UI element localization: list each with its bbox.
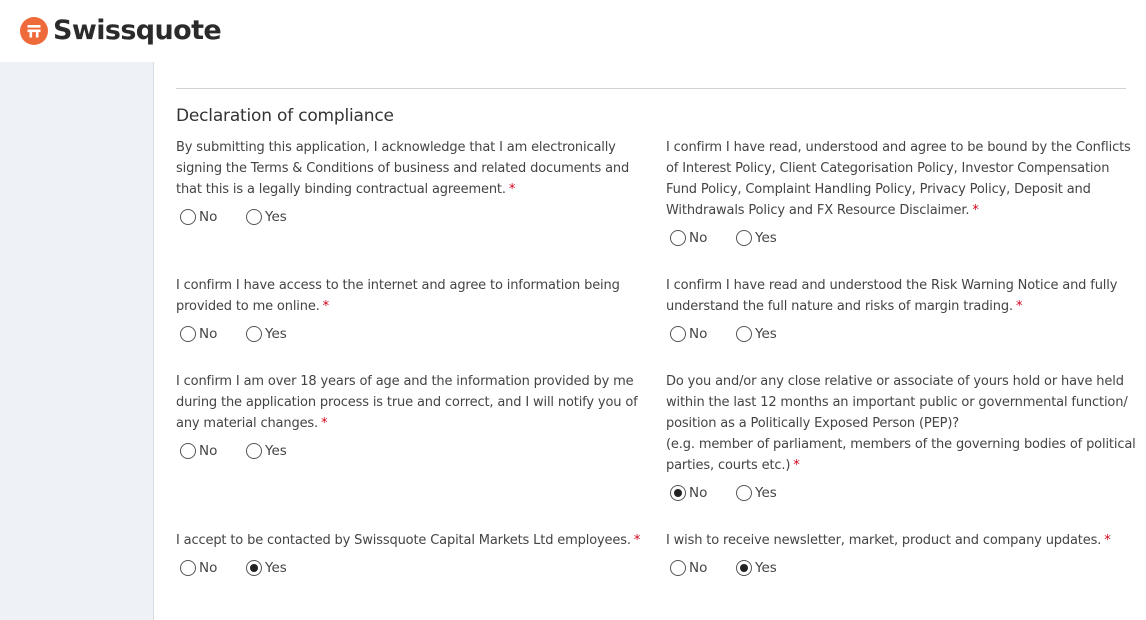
question-text: I confirm I have read and understood the Risk Warning Notice and fully understand the full nature and risks of margin trading. *	[666, 278, 1118, 314]
brand-name: Swissquote	[53, 15, 222, 46]
question-text: By submitting this application, I acknowledge that I am electronically signing the Terms & Conditions of business and related documents and that this is a legally binding contractual agreement. *	[176, 140, 630, 197]
radio-risk-yes[interactable]: Yes	[736, 326, 777, 342]
radio-circle[interactable]	[736, 230, 752, 246]
question-contact-consent	[176, 530, 646, 551]
section-title: Declaration of compliance	[176, 106, 394, 126]
radio-circle[interactable]	[670, 230, 686, 246]
question-pep-status	[666, 371, 1141, 476]
radio-group-contact-consent	[180, 560, 287, 576]
radio-circle[interactable]	[180, 560, 196, 576]
required-marker: *	[322, 299, 330, 314]
radio-circle[interactable]	[670, 326, 686, 342]
required-marker: *	[1104, 533, 1111, 548]
question-text: I confirm I have access to the internet and agree to information being provided to me online. *	[176, 278, 620, 314]
radio-circle[interactable]	[246, 443, 262, 459]
question-newsletter	[666, 530, 1136, 551]
required-marker: *	[321, 416, 328, 431]
question-policies	[666, 137, 1136, 221]
radio-newsletter-no[interactable]: No	[670, 560, 707, 576]
sidebar	[0, 62, 154, 620]
radio-group-terms-conditions	[180, 209, 287, 225]
radio-newsletter-yes[interactable]: Yes	[736, 560, 777, 576]
radio-internet-yes[interactable]: Yes	[246, 326, 287, 342]
radio-circle[interactable]	[180, 443, 196, 459]
radio-contact-no[interactable]: No	[180, 560, 217, 576]
question-text: Do you and/or any close relative or associate of yours hold or have held within the last 12 months an important public or governmental function/ position as a Politically Exposed Person (PEP)? (e.g. member of parliament, members of the governing bodies of political parties, courts etc.) *	[666, 374, 1136, 473]
radio-circle[interactable]	[736, 326, 752, 342]
question-internet-access	[176, 275, 636, 317]
main-content	[154, 62, 1146, 620]
header	[0, 0, 1146, 62]
radio-policies-no[interactable]: No	[670, 230, 707, 246]
radio-age-no[interactable]: No	[180, 443, 217, 459]
radio-group-age-confirmation	[180, 443, 287, 459]
swissquote-logo-icon	[20, 17, 48, 45]
radio-circle[interactable]	[246, 209, 262, 225]
radio-circle[interactable]	[180, 326, 196, 342]
radio-internet-no[interactable]: No	[180, 326, 217, 342]
question-text: I accept to be contacted by Swissquote Capital Markets Ltd employees. *	[176, 533, 641, 548]
section-divider	[176, 88, 1126, 89]
radio-terms-no[interactable]: No	[180, 209, 217, 225]
radio-group-newsletter	[670, 560, 777, 576]
question-terms-conditions	[176, 137, 636, 200]
required-marker: *	[508, 182, 516, 197]
radio-circle[interactable]	[736, 485, 752, 501]
logo[interactable]	[20, 15, 221, 47]
radio-group-pep-status	[670, 485, 777, 501]
radio-pep-yes[interactable]: Yes	[736, 485, 777, 501]
question-text: I confirm I am over 18 years of age and the information provided by me during the application process is true and correct, and I will notify you of any material changes. *	[176, 374, 638, 431]
required-marker: *	[1015, 299, 1023, 314]
question-risk-warning	[666, 275, 1136, 317]
radio-circle-checked[interactable]	[246, 560, 262, 576]
required-marker: *	[633, 533, 641, 548]
radio-circle[interactable]	[670, 560, 686, 576]
radio-circle[interactable]	[246, 326, 262, 342]
radio-age-yes[interactable]: Yes	[246, 443, 287, 459]
radio-group-policies	[670, 230, 777, 246]
radio-terms-yes[interactable]: Yes	[246, 209, 287, 225]
question-age-confirmation	[176, 371, 646, 434]
required-marker: *	[972, 203, 979, 218]
radio-circle-checked[interactable]	[670, 485, 686, 501]
radio-circle[interactable]	[180, 209, 196, 225]
radio-circle-checked[interactable]	[736, 560, 752, 576]
radio-pep-no[interactable]: No	[670, 485, 707, 501]
radio-group-internet-access	[180, 326, 287, 342]
radio-risk-no[interactable]: No	[670, 326, 707, 342]
required-marker: *	[793, 458, 800, 473]
radio-group-risk-warning	[670, 326, 777, 342]
radio-policies-yes[interactable]: Yes	[736, 230, 777, 246]
question-text: I wish to receive newsletter, market, product and company updates. *	[666, 533, 1111, 548]
question-text: I confirm I have read, understood and agree to be bound by the Conflicts of Interest Policy, Client Categorisation Policy, Investor Compensation Fund Policy, Complaint Handling Policy, Privacy Policy, Deposit and Withdrawals Policy and FX Resource Disclaimer. *	[666, 140, 1131, 218]
radio-contact-yes[interactable]: Yes	[246, 560, 287, 576]
